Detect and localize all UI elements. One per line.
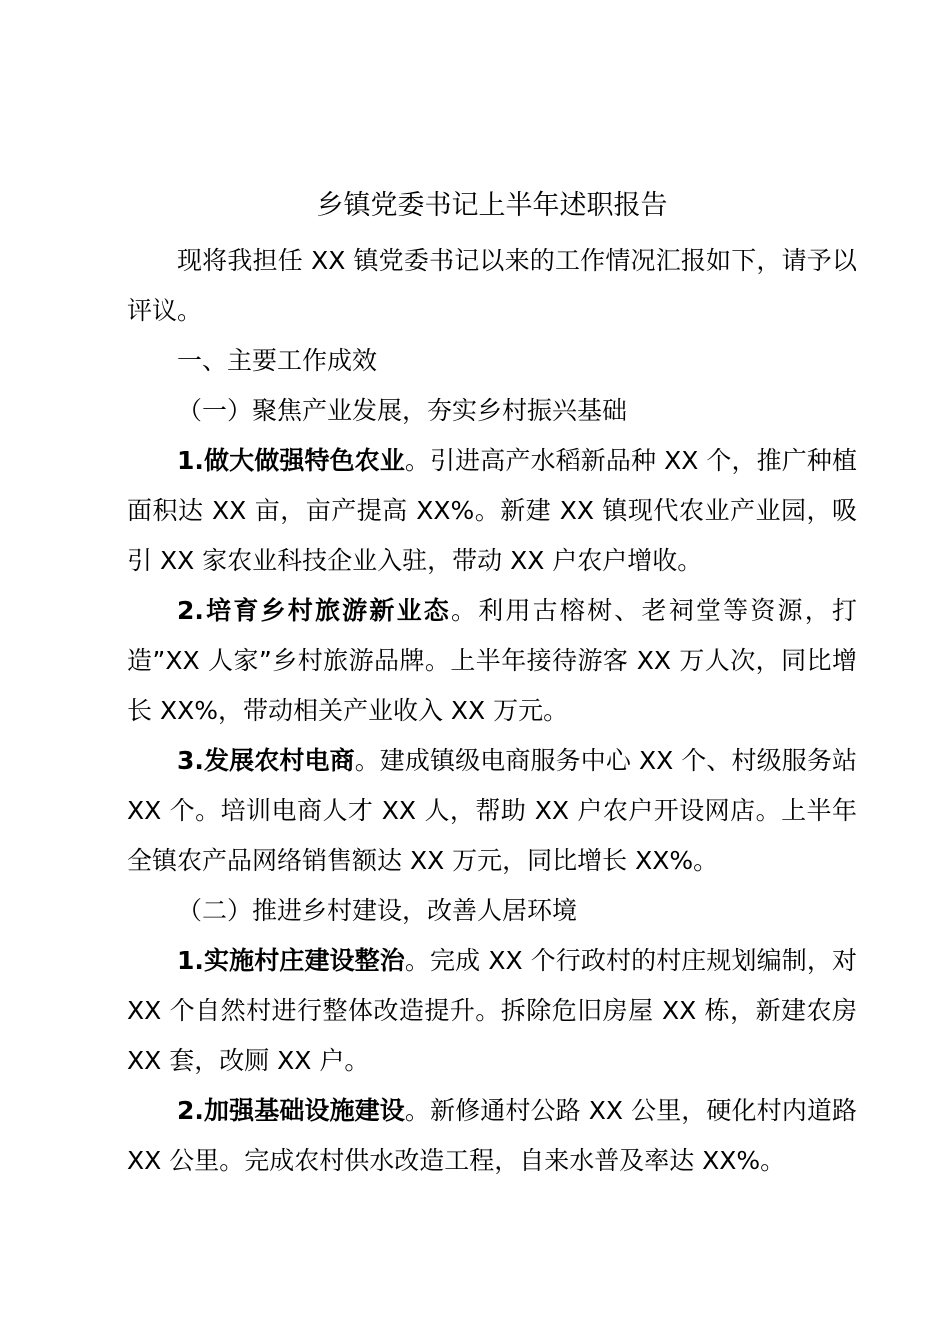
paragraph-lead: 2.培育乡村旅游新业态: [177, 596, 452, 625]
section-heading-main-achievements: 一、主要工作成效: [177, 346, 378, 375]
document-title: 乡镇党委书记上半年述职报告: [316, 190, 668, 221]
document-page: [127, 186, 857, 1186]
paragraph-infrastructure: [127, 1086, 857, 1186]
intro-paragraph: 现将我担任 XX 镇党委书记以来的工作情况汇报如下，请予以评议。: [127, 246, 857, 325]
paragraph-village-renovation: [127, 936, 857, 1086]
paragraph-rural-tourism: [127, 586, 857, 736]
paragraph-rural-ecommerce: [127, 736, 857, 886]
paragraph-body: 。新修通村公路 XX 公里，硬化村内道路 XX 公里。完成农村供水改造工程，自来水普及率达 XX%。: [127, 1096, 857, 1175]
paragraph-lead: 2.加强基础设施建设: [177, 1096, 405, 1125]
paragraph-body: 。完成 XX 个行政村的村庄规划编制，对 XX 个自然村进行整体改造提升。拆除危旧房屋 XX 栋，新建农房 XX 套，改厕 XX 户。: [127, 946, 857, 1075]
paragraph-specialty-agriculture: [127, 436, 857, 586]
paragraph-body: 。建成镇级电商服务中心 XX 个、村级服务站 XX 个。培训电商人才 XX 人，帮助 XX 户农户开设网店。上半年全镇农产品网络销售额达 XX 万元，同比增长 XX%。: [127, 746, 857, 875]
paragraph-body: 。引进高产水稻新品种 XX 个，推广种植面积达 XX 亩，亩产提高 XX%。新建 XX 镇现代农业产业园，吸引 XX 家农业科技企业入驻，带动 XX 户农户增收。: [127, 446, 857, 575]
subsection-heading-industry: （一）聚焦产业发展，夯实乡村振兴基础: [177, 396, 628, 425]
paragraph-body: 。利用古榕树、老祠堂等资源，打造”XX 人家”乡村旅游品牌。上半年接待游客 XX 万人次，同比增长 XX%，带动相关产业收入 XX 万元。: [127, 596, 857, 725]
paragraph-lead: 3.发展农村电商: [177, 746, 355, 775]
subsection-heading-rural-construction: （二）推进乡村建设，改善人居环境: [177, 896, 578, 925]
paragraph-lead: 1.做大做强特色农业: [177, 446, 405, 475]
paragraph-lead: 1.实施村庄建设整治: [177, 946, 405, 975]
